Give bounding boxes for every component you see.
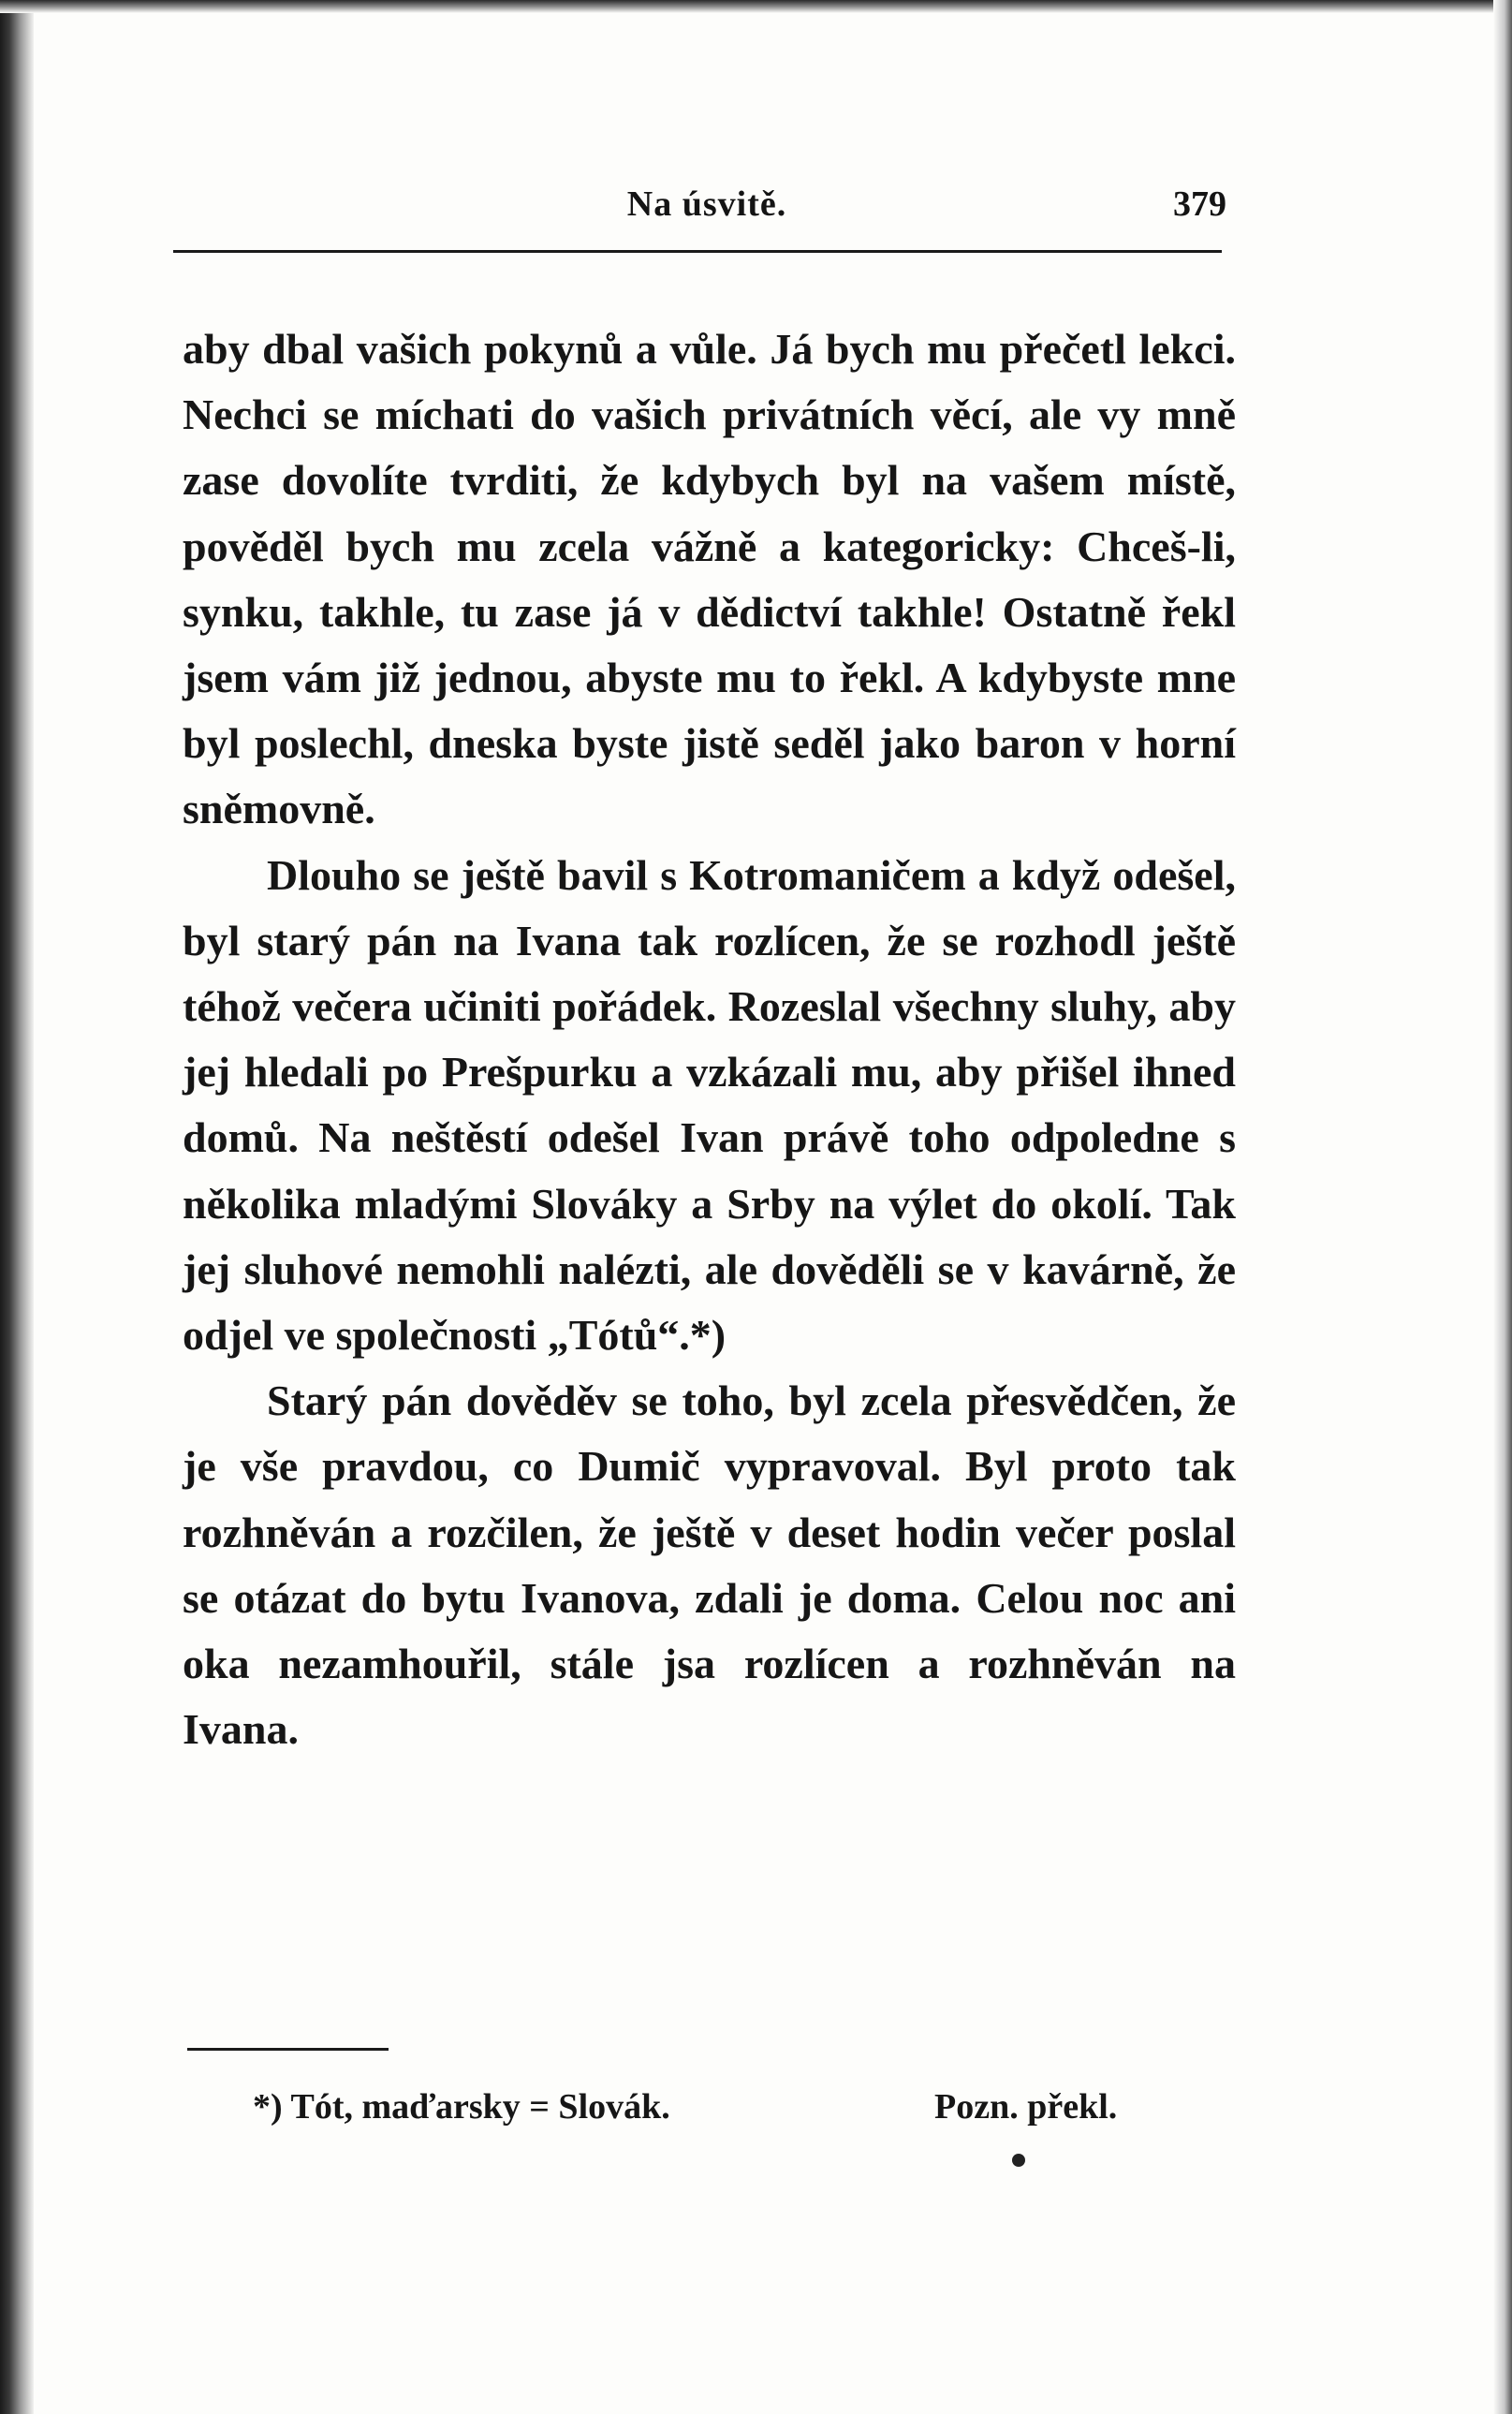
header-rule	[173, 250, 1222, 253]
translator-note: Pozn. překl.	[934, 2087, 1118, 2127]
paragraph-2: Dlouho se ještě bavil s Kotromaničem a když odešel, byl starý pán na Ivana tak rozlícen, že se rozhodl ještě téhož večera učiniti pořádek. Rozeslal všechny sluhy, aby jej hledali po Prešpurku a vzkázali mu, aby přišel ihned domů. Na neštěstí odešel Ivan právě toho odpoledne s několika mladými Slováky a Srby na výlet do okolí. Tak jej sluhové nemohli nalézti, ale dověděli se v kavárně, že odjel ve společnosti „Tótů“.*)	[183, 850, 1236, 1360]
page-number: 379	[1173, 184, 1226, 224]
body-text	[183, 316, 1236, 1762]
ink-spot	[1012, 2154, 1025, 2167]
running-title: Na úsvitě.	[626, 184, 787, 224]
right-edge-shadow	[1493, 0, 1512, 2414]
page-header	[187, 184, 1226, 240]
binding-shadow	[0, 0, 34, 2414]
paragraph-3: Starý pán dověděv se toho, byl zcela přesvědčen, že je vše pravdou, co Dumič vypravoval. Byl proto tak rozhněván a rozčilen, že ještě v deset hodin večer poslal se otázat do bytu Ivanova, zdali je doma. Celou noc ani oka nezamhouřil, stále jsa rozlícen a rozhněván na Ivana.	[183, 1376, 1236, 1754]
top-edge-shadow	[0, 0, 1512, 13]
footnote-text: *) Tót, maďarsky = Slovák.	[253, 2087, 670, 2127]
footnote-rule	[187, 2048, 389, 2051]
paragraph-1: aby dbal vašich pokynů a vůle. Já bych mu přečetl lekci. Nechci se míchati do vašich privátních věcí, ale vy mně zase dovolíte tvrditi, že kdybych byl na vašem místě, pověděl bych mu zcela vážně a kategoricky: Chceš-li, synku, takhle, tu zase já v dědictví takhle! Ostatně řekl jsem vám již jednou, abyste mu to řekl. A kdybyste mne byl poslechl, dneska byste jistě seděl jako baron v horní sněmovně.	[183, 325, 1236, 833]
